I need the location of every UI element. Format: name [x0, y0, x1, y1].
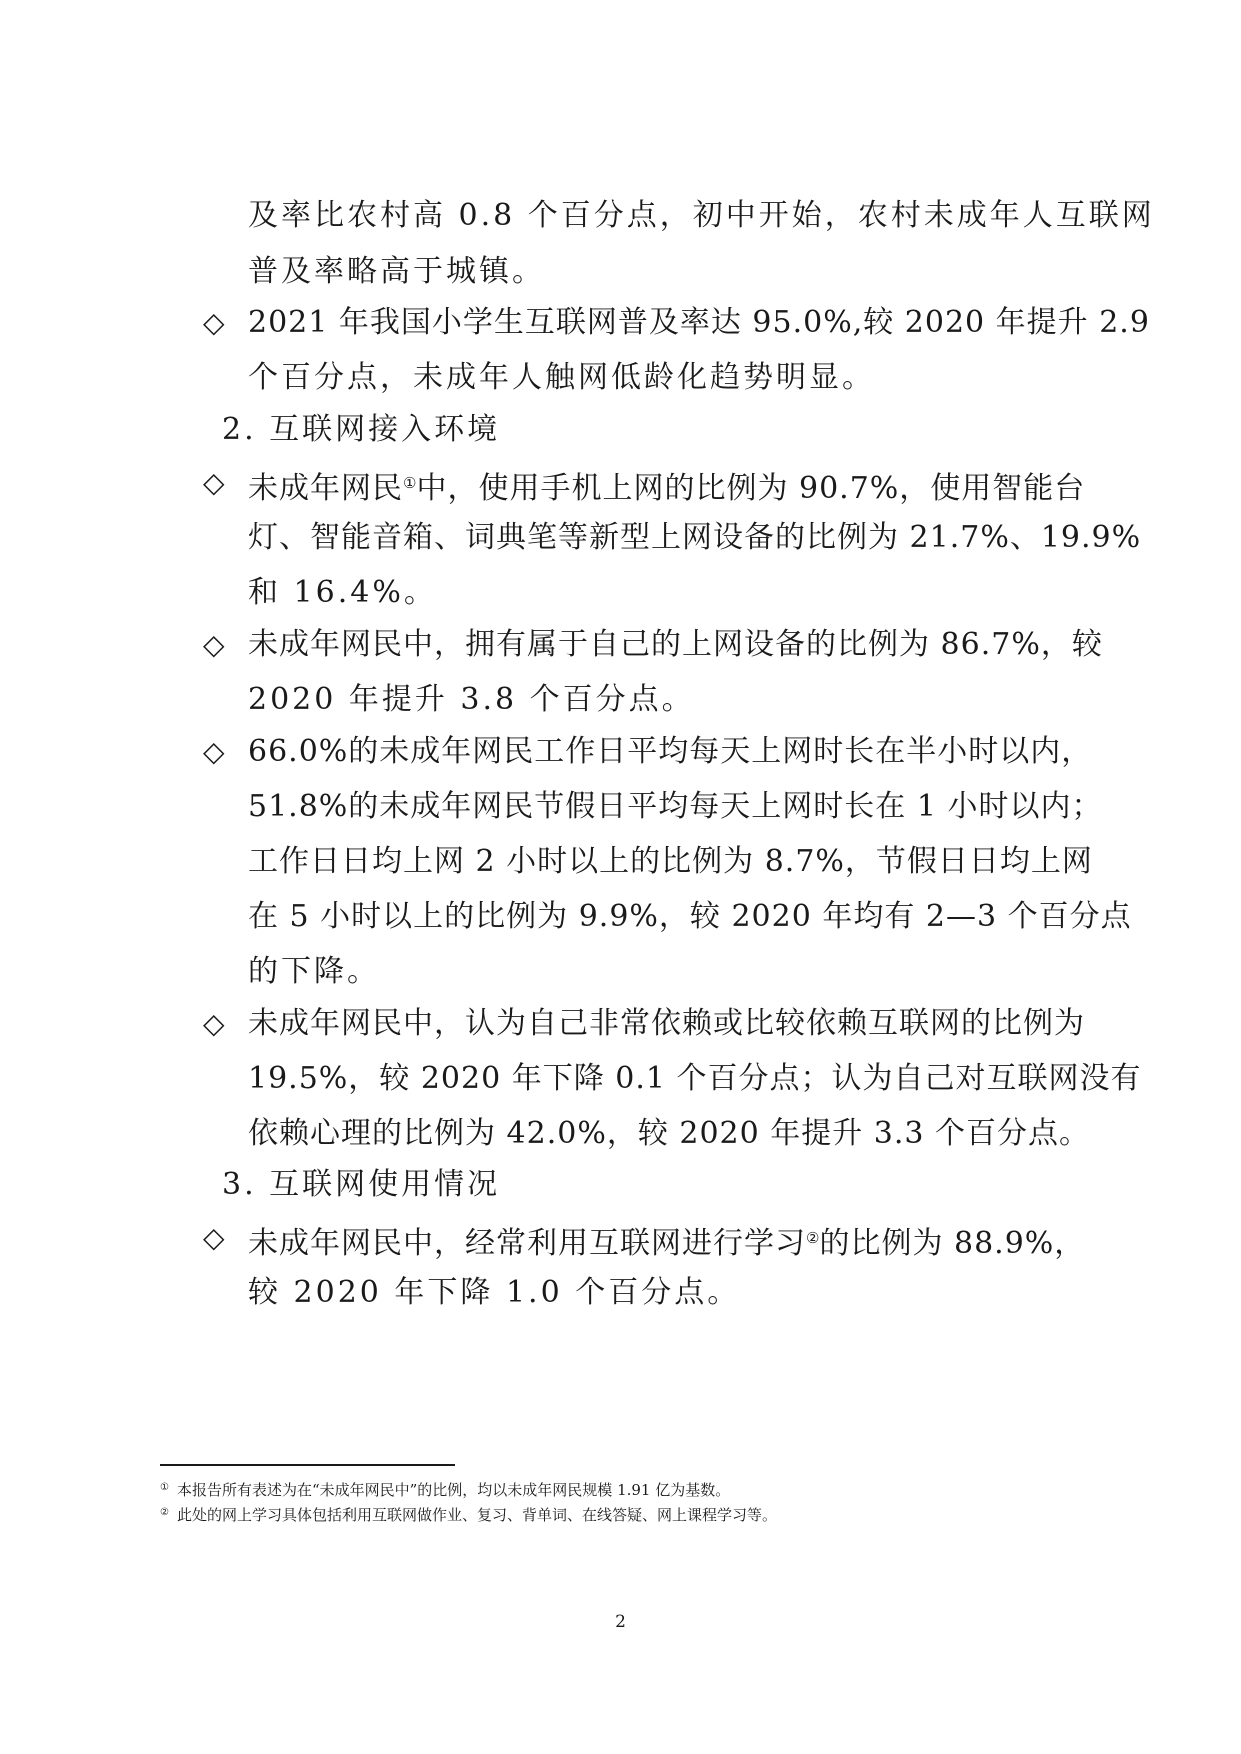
paragraph-line: 未成年网民中，认为自己非常依赖或比较依赖互联网的比例为	[248, 1006, 1085, 1041]
diamond-bullet-icon: ◇	[203, 628, 225, 661]
paragraph-line: 2021 年我国小学生互联网普及率达 95.0%,较 2020 年提升 2.9	[248, 305, 1150, 340]
diamond-bullet-icon: ◇	[203, 466, 225, 499]
footnote-ref: ①	[403, 474, 417, 492]
paragraph-line: 66.0%的未成年网民工作日平均每天上网时长在半小时以内，	[248, 734, 1093, 769]
footnote-separator	[160, 1464, 455, 1466]
diamond-bullet-icon: ◇	[203, 306, 225, 339]
paragraph-line: 依赖心理的比例为 42.0%，较 2020 年提升 3.3 个百分点。	[248, 1116, 1091, 1151]
section-heading: 3. 互联网使用情况	[222, 1167, 501, 1202]
paragraph-line: 个百分点，未成年人触网低龄化趋势明显。	[248, 360, 875, 395]
diamond-bullet-icon: ◇	[203, 1007, 225, 1040]
paragraph-line: 和 16.4%。	[248, 575, 437, 610]
paragraph-line: 在 5 小时以上的比例为 9.9%，较 2020 年均有 2—3 个百分点	[248, 899, 1132, 934]
paragraph-line: 灯、智能音箱、词典笔等新型上网设备的比例为 21.7%、19.9%	[248, 520, 1142, 555]
paragraph-line: 工作日日均上网 2 小时以上的比例为 8.7%，节假日日均上网	[248, 844, 1093, 879]
section-heading: 2. 互联网接入环境	[222, 412, 501, 447]
paragraph-line: 未成年网民中，经常利用互联网进行学习②的比例为 88.9%，	[248, 1226, 1086, 1261]
footnote: ① 本报告所有表述为在“未成年网民中”的比例，均以未成年网民规模 1.91 亿为基数。	[160, 1481, 731, 1499]
paragraph-line: 19.5%，较 2020 年下降 0.1 个百分点；认为自己对互联网没有	[248, 1061, 1142, 1096]
page-number: 2	[615, 1612, 626, 1632]
paragraph-line: 51.8%的未成年网民节假日平均每天上网时长在 1 小时以内；	[248, 789, 1103, 824]
paragraph-line: 未成年网民①中，使用手机上网的比例为 90.7%，使用智能台	[248, 471, 1086, 506]
paragraph-line: 及率比农村高 0.8 个百分点，初中开始，农村未成年人互联网	[248, 198, 1155, 233]
paragraph-line: 2020 年提升 3.8 个百分点。	[248, 682, 695, 717]
paragraph-line: 的下降。	[248, 954, 380, 989]
footnote-ref: ②	[806, 1229, 820, 1247]
paragraph-line: 普及率略高于城镇。	[248, 254, 545, 289]
footnote: ② 此处的网上学习具体包括利用互联网做作业、复习、背单词、在线答疑、网上课程学习等。	[160, 1506, 777, 1524]
paragraph-line: 较 2020 年下降 1.0 个百分点。	[248, 1275, 741, 1310]
paragraph-line: 未成年网民中，拥有属于自己的上网设备的比例为 86.7%，较	[248, 627, 1103, 662]
diamond-bullet-icon: ◇	[203, 735, 225, 768]
diamond-bullet-icon: ◇	[203, 1221, 225, 1254]
